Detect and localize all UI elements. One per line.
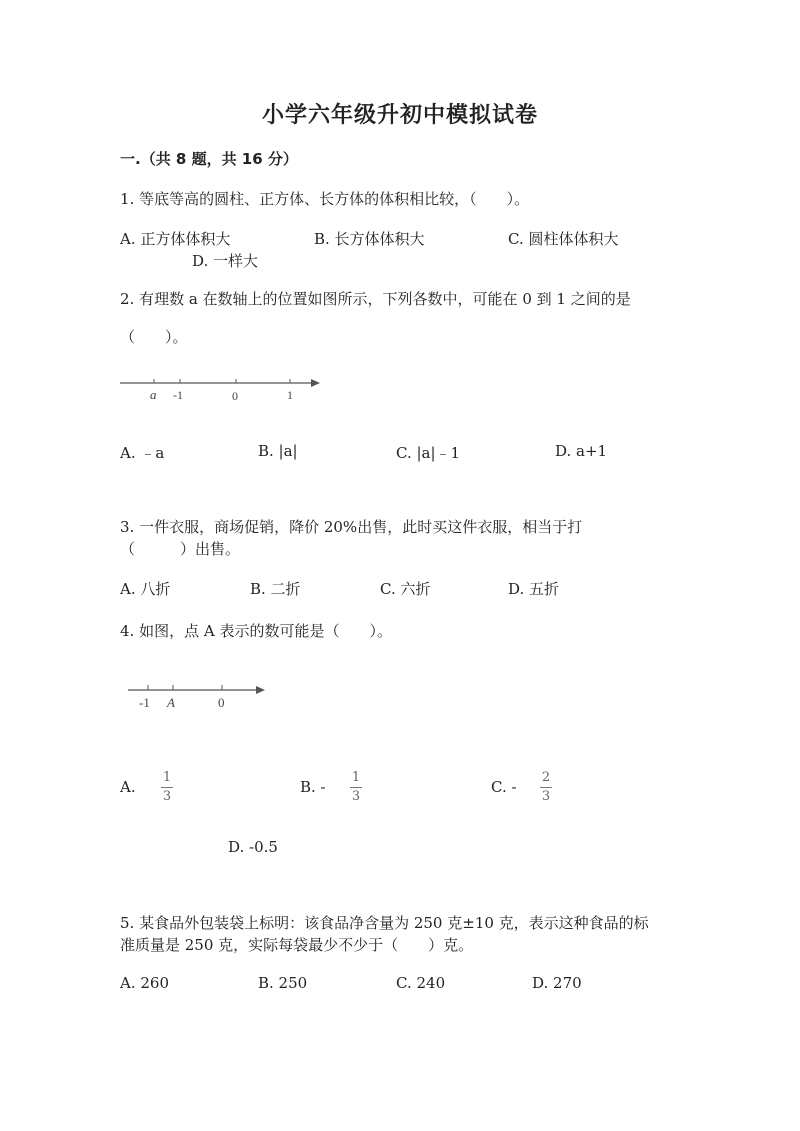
q4-option-b: B. - (300, 778, 326, 796)
q2-label-0: 0 (232, 389, 238, 403)
q2-number-line (115, 368, 330, 408)
q4-a-numerator: 1 (162, 770, 172, 785)
q1-option-a: A. 正方体体积大 (120, 230, 231, 248)
question-5-stem-line2: 准质量是 250 克，实际每袋最少不少于（ ）克。 (120, 936, 474, 954)
q4-c-numerator: 2 (541, 770, 551, 785)
q2-axis-arrow (311, 379, 320, 387)
page-title: 小学六年级升初中模拟试卷 (261, 103, 538, 128)
question-3-stem-line2: （ ）出售。 (120, 540, 241, 558)
q4-option-d: D. -0.5 (228, 838, 278, 856)
q3-option-b: B. 二折 (250, 580, 301, 598)
q4-option-a-fraction (161, 770, 173, 805)
q2-option-b: B. |a| (258, 442, 298, 460)
question-5-stem-line1: 5. 某食品外包装袋上标明：该食品净含量为 250 克±10 克，表示这种食品的标 (120, 914, 649, 932)
q4-a-denominator: 3 (162, 789, 172, 804)
q2-label-a: a (150, 387, 157, 402)
q5-option-c: C. 240 (396, 974, 446, 992)
q1-option-c: C. 圆柱体体积大 (508, 230, 619, 248)
q5-option-a: A. 260 (120, 974, 169, 992)
q4-axis-arrow (256, 686, 265, 694)
q4-b-numerator: 1 (351, 770, 361, 785)
q5-option-b: B. 250 (258, 974, 308, 992)
question-2-stem-line2: （ ）。 (120, 328, 188, 346)
q2-option-d: D. a+1 (555, 442, 608, 460)
q4-c-fraction-bar (540, 787, 552, 788)
q2-label-1: 1 (287, 388, 293, 402)
q3-option-a: A. 八折 (120, 580, 171, 598)
question-1-stem: 1. 等底等高的圆柱、正方体、长方体的体积相比较，（ ）。 (120, 190, 530, 208)
q4-option-a: A. (120, 778, 136, 796)
q3-option-d: D. 五折 (508, 580, 560, 598)
q4-b-fraction-bar (350, 787, 362, 788)
question-4-stem: 4. 如图，点 A 表示的数可能是（ ）。 (120, 622, 392, 640)
q4-label-a: A (167, 695, 175, 710)
q4-option-c: C. - (491, 778, 517, 796)
q4-c-denominator: 3 (541, 789, 551, 804)
q1-option-b: B. 长方体体积大 (314, 230, 425, 248)
q4-option-c-fraction (540, 770, 552, 805)
q4-option-b-fraction (350, 770, 362, 805)
q4-b-denominator: 3 (351, 789, 361, 804)
question-3-stem-line1: 3. 一件衣服，商场促销，降价 20%出售，此时买这件衣服，相当于打 (120, 518, 583, 536)
q2-option-a: A. ﹣a (120, 444, 165, 462)
question-2-stem-line1: 2. 有理数 a 在数轴上的位置如图所示，下列各数中，可能在 0 到 1 之间的是 (120, 290, 631, 308)
section-heading: 一.（共 8 题，共 16 分） (120, 150, 298, 168)
q1-option-d: D. 一样大 (192, 252, 259, 270)
q4-number-line (125, 676, 275, 716)
q4-a-fraction-bar (161, 787, 173, 788)
q4-label-0: 0 (218, 695, 225, 710)
q5-option-d: D. 270 (532, 974, 582, 992)
q2-option-c: C. |a|﹣1 (396, 444, 461, 462)
q4-label-neg1: -1 (139, 695, 150, 710)
q2-label-neg1: -1 (173, 388, 183, 402)
q3-option-c: C. 六折 (380, 580, 431, 598)
